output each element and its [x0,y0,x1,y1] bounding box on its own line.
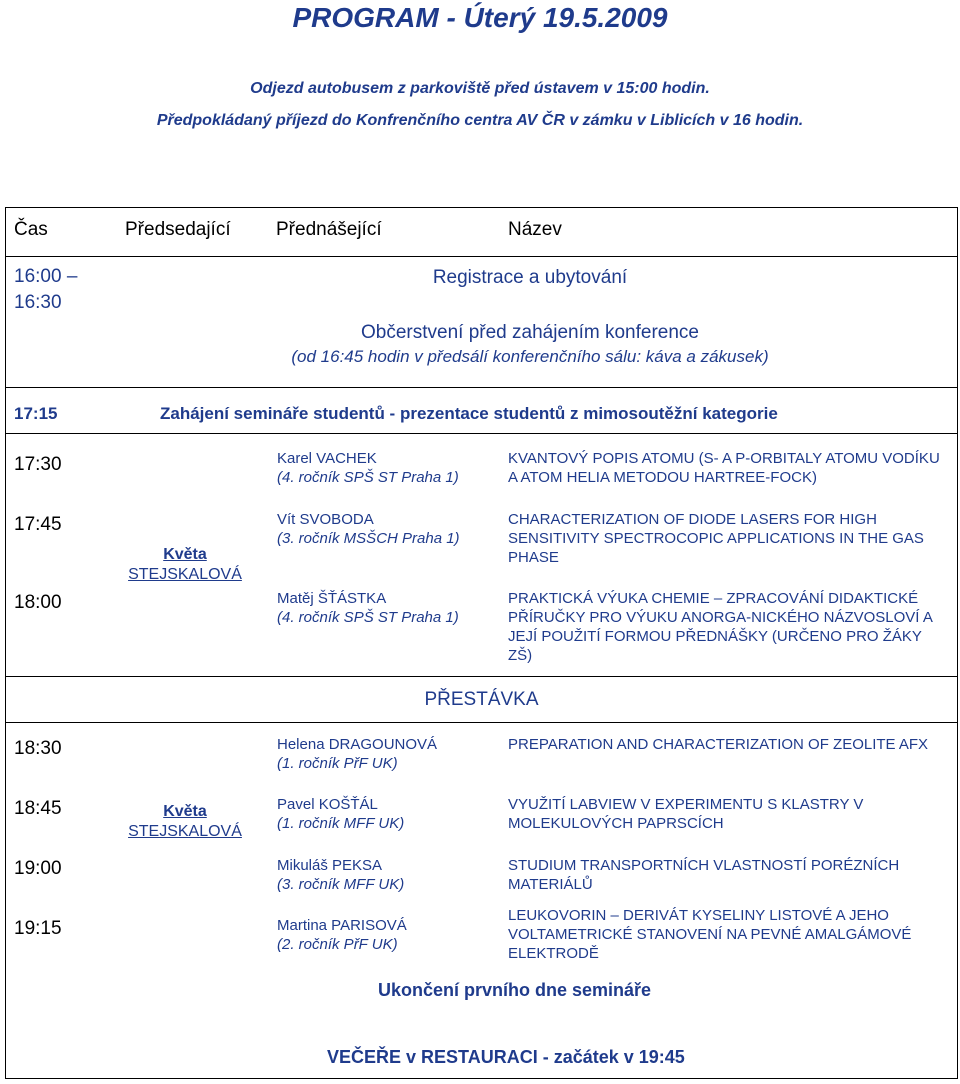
talk-time: 18:30 [14,738,62,759]
session1-chair-last-name: STEJSKALOVÁ [128,566,242,583]
session2-chair-last-name: STEJSKALOVÁ [128,823,242,840]
opening-time: 17:15 [14,404,58,423]
talk-title: KVANTOVÝ POPIS ATOMU (S- A P-ORBITALY ATOMU VODÍKU A ATOM HELIA METODOU HARTREE-FOCK) [508,450,940,486]
talk-title: VYUŽITÍ LABVIEW V EXPERIMENTU S KLASTRY V MOLEKULOVÝCH PAPRSCÍCH [508,796,864,832]
opening-text: Zahájení semináře studentů - prezentace studentů z mimosoutěžní kategorie [160,404,778,423]
registration-divider [5,387,958,388]
talk-time: 17:45 [14,514,62,535]
bus-departure: Odjezd autobusem z parkoviště před ústavem v 15:00 hodin. [250,80,710,97]
speaker-year: (4. ročník SPŠ ST Praha 1) [277,609,459,626]
session2-chair-first-name: Květa [163,803,207,820]
talk-speaker [277,510,460,548]
talk-title: STUDIUM TRANSPORTNÍCH VLASTNOSTÍ PORÉZNÍCH MATERIÁLŮ [508,857,900,893]
talk-speaker [277,916,407,954]
speaker-name: Martina PARISOVÁ [277,917,407,934]
talk-time: 19:15 [14,918,62,939]
talk-title: CHARACTERIZATION OF DIODE LASERS FOR HIGH SENSITIVITY SPECTROCOPIC APPLICATIONS IN THE GAS PHASE [508,511,924,566]
session1-chair-first-name: Květa [163,546,207,563]
speaker-name: Karel VACHEK [277,450,377,467]
talk-speaker [277,449,459,487]
speaker-name: Pavel KOŠŤÁL [277,796,378,813]
talk-time: 19:00 [14,858,62,879]
header-chair: Předsedající [125,219,231,240]
talk-title: LEUKOVORIN – DERIVÁT KYSELINY LISTOVÉ A JEHO VOLTAMETRICKÉ STANOVENÍ NA PEVNÉ AMALGÁMOVÉ ELEKTRODĚ [508,907,912,962]
break-divider [5,722,958,723]
refreshment-note: (od 16:45 hodin v předsálí konferenčního sálu: káva a zákusek) [291,347,769,366]
speaker-year: (1. ročník MFF UK) [277,815,405,832]
speaker-year: (4. ročník SPŠ ST Praha 1) [277,469,459,486]
header-speaker: Přednášející [276,219,382,240]
end-of-day: Ukončení prvního dne semináře [378,980,652,1000]
registration-text: Registrace a ubytování [432,267,628,288]
talk-speaker [277,856,404,894]
speaker-year: (2. ročník PřF UK) [277,936,398,953]
header-divider [5,256,958,257]
header-title: Název [508,219,562,240]
talk-speaker [277,735,437,773]
talk-time: 18:45 [14,798,62,819]
session1-chair [110,545,260,585]
registration-time-from: 16:00 – [14,266,78,287]
talk-time: 18:00 [14,592,62,613]
session1-divider [5,676,958,677]
bus-arrival: Předpokládaný příjezd do Konfrenčního centra AV ČR v zámku v Liblicích v 16 hodin. [156,112,804,129]
speaker-name: Vít SVOBODA [277,511,374,528]
header-time: Čas [14,219,48,240]
talk-speaker [277,795,404,833]
speaker-name: Mikuláš PEKSA [277,857,383,874]
speaker-year: (1. ročník PřF UK) [277,755,398,772]
talk-title: PRAKTICKÁ VÝUKA CHEMIE – ZPRACOVÁNÍ DIDAKTICKÉ PŘÍRUČKY PRO VÝUKU ANORGA-NICKÉHO NÁZVOSLOVÍ A JEJÍ POUŽITÍ FORMOU PŘEDNÁŠKY (URČENO PRO ŽÁKY ZŠ) [508,590,932,664]
talk-title: PREPARATION AND CHARACTERIZATION OF ZEOLITE AFX [508,736,929,753]
speaker-name: Helena DRAGOUNOVÁ [277,736,438,753]
speaker-year: (3. ročník MSŠCH Praha 1) [277,530,460,547]
break-label: PŘESTÁVKA [424,689,539,710]
refreshment-text: Občerstvení před zahájením konference [361,322,699,343]
talk-speaker [277,589,459,627]
registration-time-to: 16:30 [14,292,62,313]
opening-divider [5,433,958,434]
page-title: PROGRAM - Úterý 19.5.2009 [292,2,668,33]
speaker-name: Matěj ŠŤÁSTKA [277,590,387,607]
session2-chair [110,802,260,842]
talk-time: 17:30 [14,454,62,475]
dinner-label: VEČEŘE v RESTAURACI - začátek v 19:45 [327,1047,685,1067]
speaker-year: (3. ročník MFF UK) [277,876,405,893]
